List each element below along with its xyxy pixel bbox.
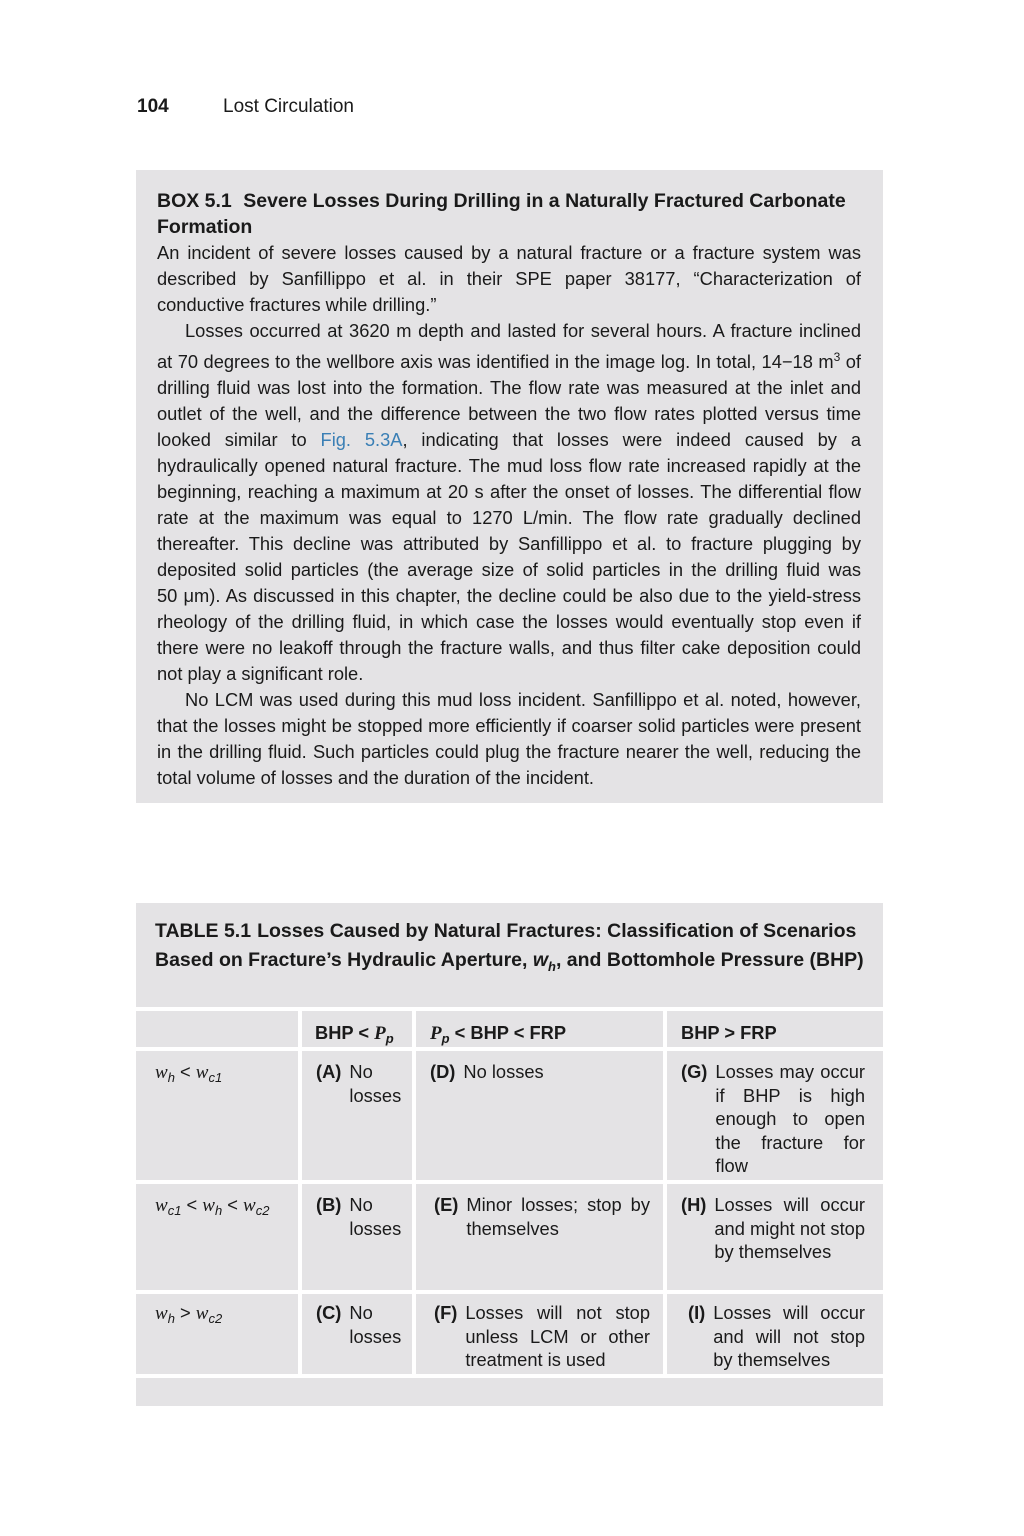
box-title-text: Severe Losses During Drilling in a Naturally Fractured Carbonate Formation: [157, 190, 846, 238]
column-header: BHP < $P_p$: [315, 1022, 394, 1046]
table-cell: (D) No losses: [430, 1061, 544, 1082]
table-caption: [155, 917, 867, 981]
table-cell: (H) Losses will occur and might not stop by themselves: [681, 1194, 865, 1262]
box-5-1: [136, 170, 883, 803]
table-cell: (F) Losses will not stop unless LCM or other treatment is used: [434, 1302, 650, 1370]
table-rule: [136, 1290, 883, 1294]
caption-text-b: , and Bottomhole Pressure (BHP): [555, 949, 864, 971]
column-header: $P_p$ < BHP < FRP: [430, 1022, 567, 1046]
table-rule: [136, 1007, 883, 1011]
table-cell: (E) Minor losses; stop by themselves: [434, 1194, 650, 1239]
box-title: [157, 188, 861, 240]
table-5-1: [136, 903, 883, 1406]
table-label: TABLE 5.1: [155, 920, 252, 942]
caption-sub: h: [548, 958, 556, 974]
box-paragraph-2: [157, 318, 861, 687]
table-column-divider: [298, 1007, 302, 1374]
page-number: 104: [137, 96, 169, 117]
para2-text-b: of drilling fluid was lost into the formation. The flow rate was measured at the inlet and outlet of the well, and the difference between the two flow rates plotted versus time looked similar to: [157, 351, 862, 451]
table-column-divider: [663, 1007, 667, 1374]
table-rule: [136, 1374, 883, 1378]
table-cell: (I) Losses will occur and will not stop by themselves: [688, 1302, 865, 1370]
row-header: $w_h < w_{c1}$: [155, 1061, 223, 1085]
table-cell: (A) No losses: [316, 1061, 402, 1106]
table-cell: (C) No losses: [316, 1302, 402, 1347]
table-rule: [136, 1180, 883, 1184]
running-header: [137, 96, 354, 118]
table-column-divider: [412, 1007, 416, 1374]
box-paragraph-3: No LCM was used during this mud loss incident. Sanfillippo et al. noted, however, that the losses might be stopped more efficiently if coarser solid particles were present in the drilling fluid. Such particles could plug the fracture nearer the well, reducing the total volume of losses and the duration of the incident.: [157, 689, 861, 789]
box-paragraph-1: An incident of severe losses caused by a natural fracture or a fracture system was described by Sanfillippo et al. in their SPE paper 38177, “Characterization of conductive fractures while drilling.”: [157, 242, 861, 315]
caption-var: w: [532, 949, 549, 971]
row-header: $w_h > w_{c2}$: [155, 1302, 223, 1326]
column-header: BHP > FRP: [681, 1022, 777, 1043]
box-label: BOX 5.1: [157, 190, 232, 212]
para2-text-c: , indicating that losses were indeed caused by a hydraulically opened natural fracture. The mud loss flow rate increased rapidly at the beginning, reaching a maximum at 20 s after the onset of losses. The differential flow rate at the maximum was equal to 1270 L/min. The flow rate gradually declined thereafter. This decline was attributed by Sanfillippo et al. to fracture plugging by deposited solid particles (the average size of solid particles in the drilling fluid was 50 μm). As discussed in this chapter, the decline could be also due to the yield-stress rheology of the drilling fluid, in which case the losses would eventually stop even if there were no leakoff through the fracture walls, and thus filter cake deposition could not play a significant role.: [157, 429, 861, 685]
figure-link[interactable]: Fig. 5.3A: [320, 429, 403, 451]
table-cell: (G) Losses may occur if BHP is high enough to open the fracture for flow: [681, 1061, 865, 1176]
para2-text-a: Losses occurred at 3620 m depth and lasted for several hours. A fracture inclined at 70 degrees to the wellbore axis was identified in the image log. In total, 14−18 m: [157, 320, 861, 373]
table-cell: (B) No losses: [316, 1194, 402, 1239]
row-header: $w_{c1} < w_h < w_{c2}$: [155, 1194, 270, 1218]
caption-text-a: Losses Caused by Natural Fractures: Classification of Scenarios Based on Fracture’s Hydraulic Aperture,: [155, 920, 857, 971]
para2-superscript: 3: [833, 350, 841, 364]
running-title: Lost Circulation: [223, 96, 354, 117]
